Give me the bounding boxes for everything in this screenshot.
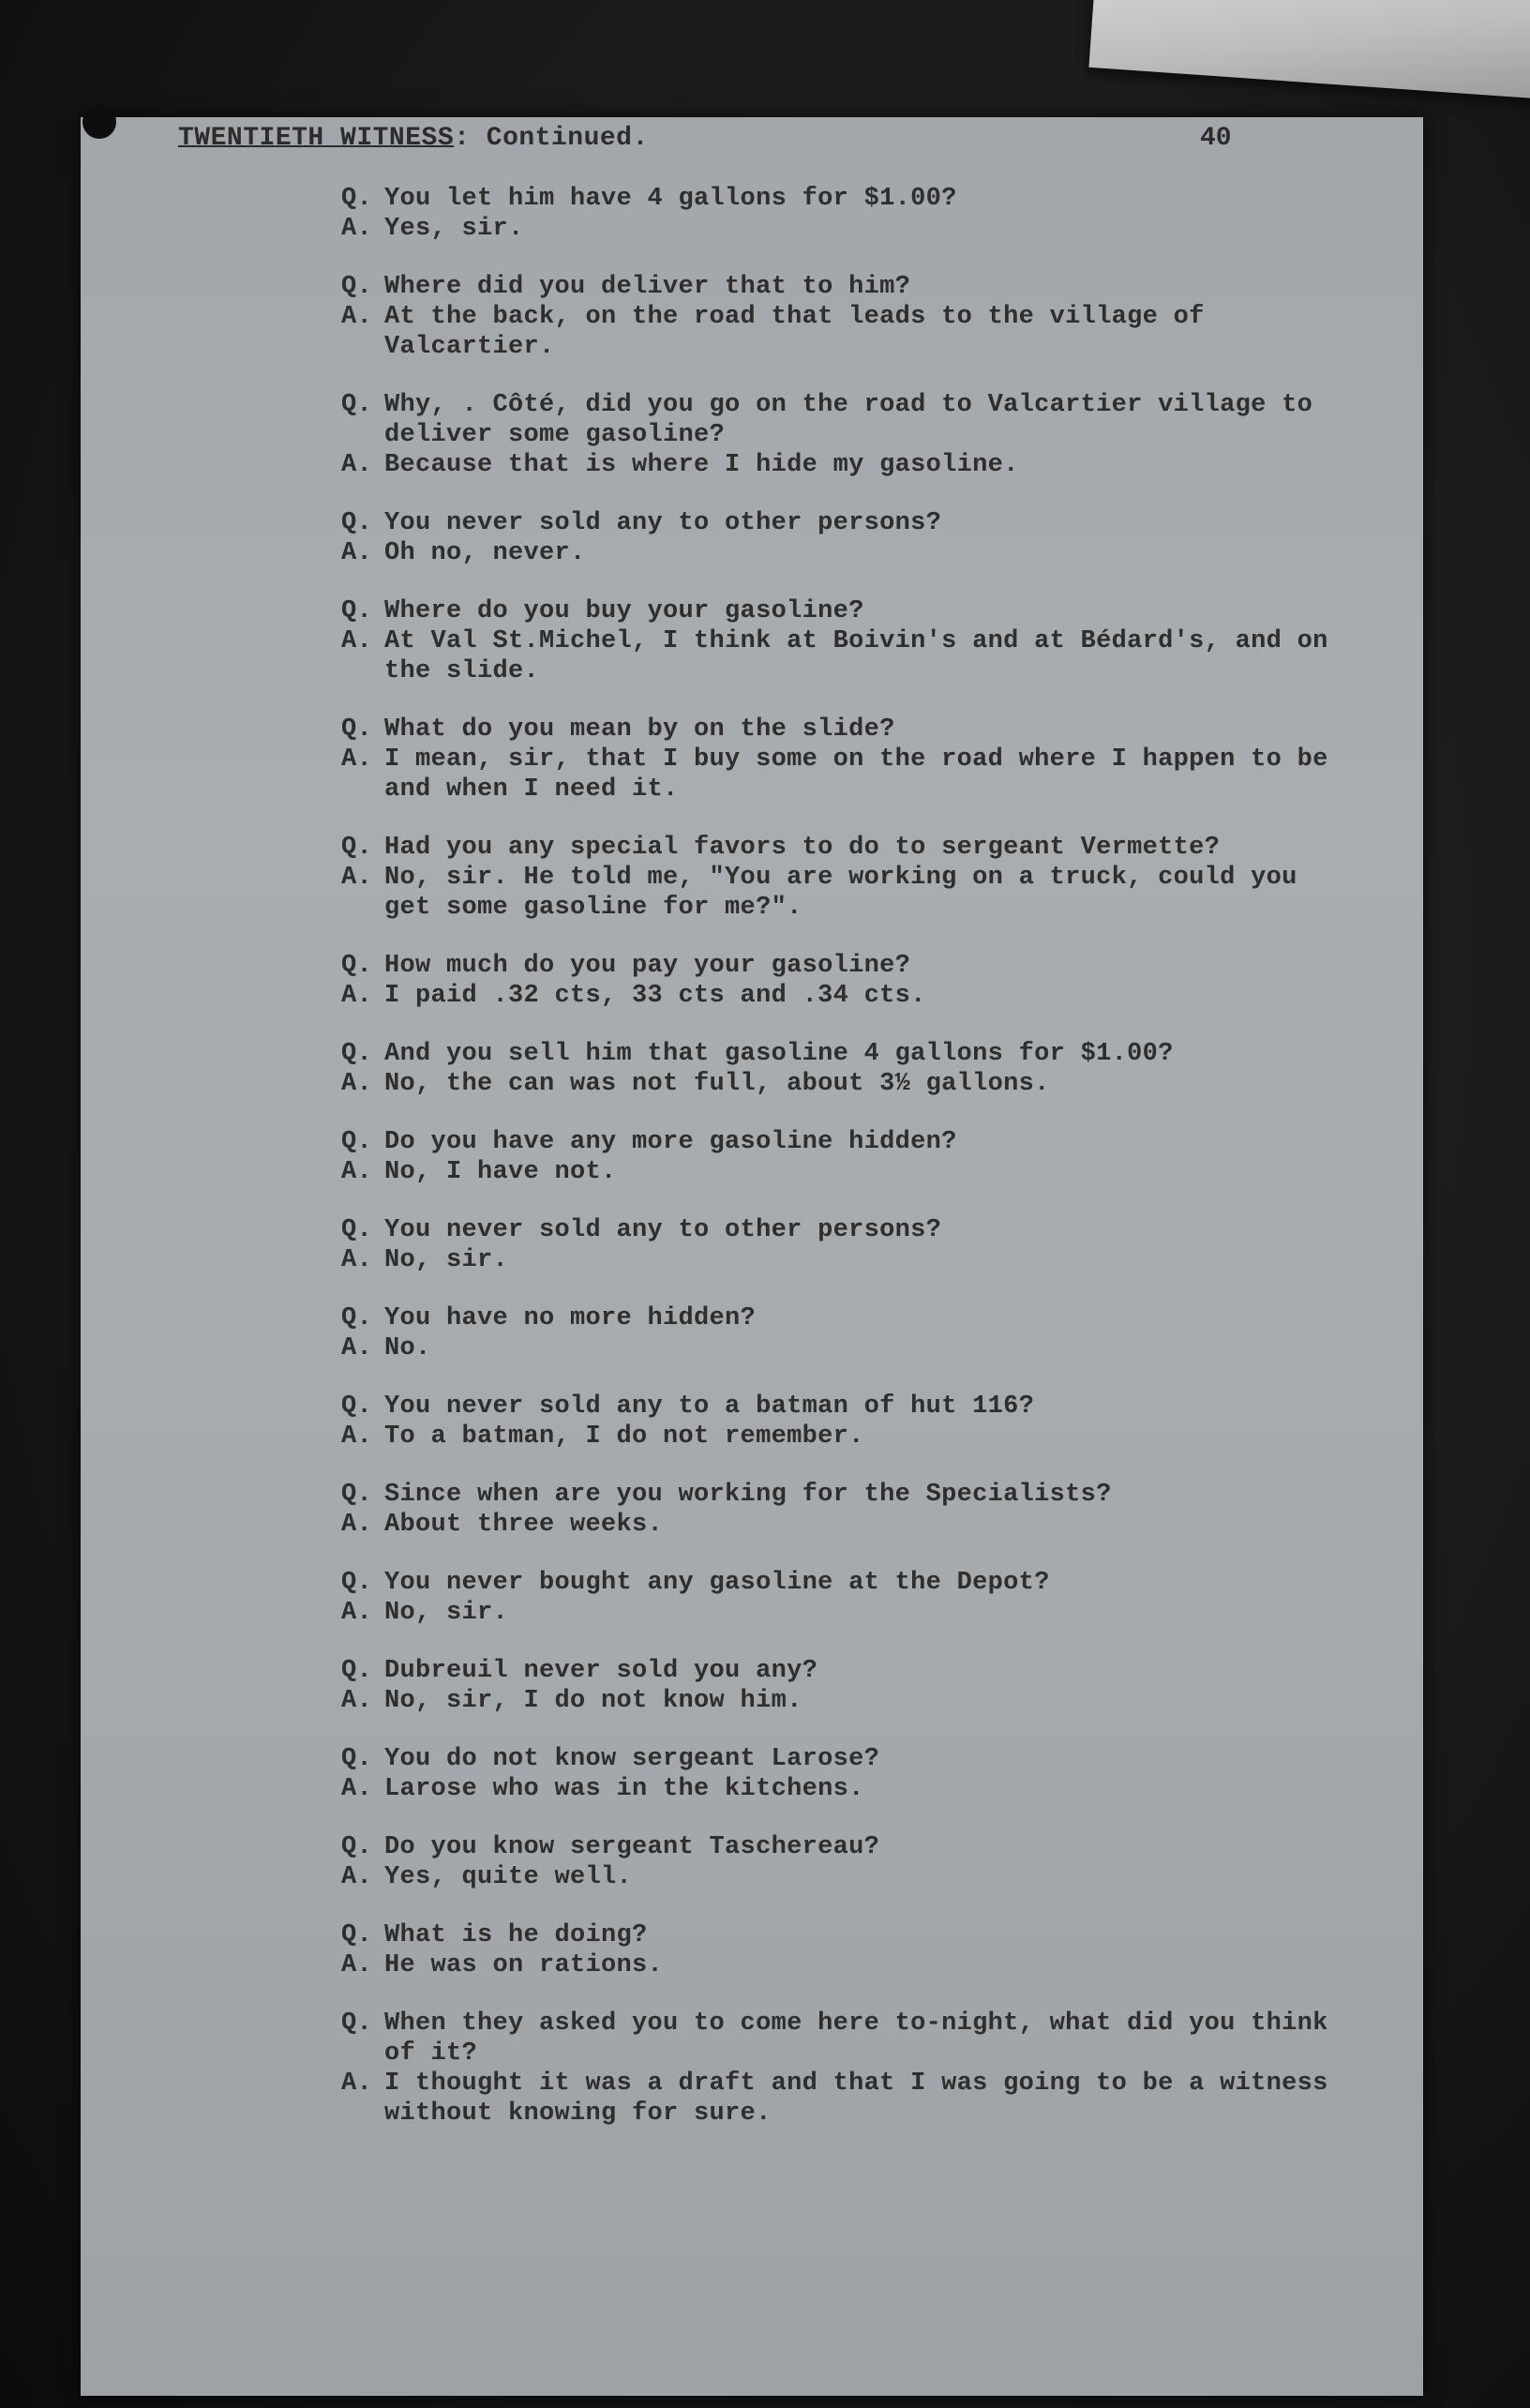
- question-text: Do you have any more gasoline hidden?: [384, 1128, 957, 1156]
- question-text: Do you know sergeant Taschereau?: [384, 1833, 880, 1861]
- answer-line: [341, 1069, 1335, 1099]
- answer-line: [341, 981, 1335, 1011]
- answer-line: [341, 1510, 1335, 1540]
- question-line: [341, 596, 1335, 626]
- answer-text: Oh no, never.: [384, 539, 586, 567]
- answer-text: He was on rations.: [384, 1951, 664, 1979]
- question-marker: Q.: [341, 1833, 373, 1861]
- qa-pair: [341, 1656, 1335, 1716]
- question-text: How much do you pay your gasoline?: [384, 952, 911, 980]
- question-marker: Q.: [341, 509, 373, 537]
- answer-marker: A.: [341, 303, 373, 331]
- question-text: And you sell him that gasoline 4 gallons for $1.00?: [384, 1040, 1174, 1068]
- question-line: [341, 1480, 1335, 1510]
- question-marker: Q.: [341, 1392, 373, 1421]
- page-header: [178, 124, 1303, 165]
- answer-marker: A.: [341, 1246, 373, 1274]
- answer-marker: A.: [341, 1599, 373, 1627]
- question-line: [341, 1744, 1335, 1774]
- answer-line: [341, 1950, 1335, 1980]
- answer-marker: A.: [341, 539, 373, 567]
- question-marker: Q.: [341, 391, 373, 419]
- qa-pair: [341, 184, 1335, 244]
- answer-line: [341, 1333, 1335, 1363]
- qa-pair: [341, 1920, 1335, 1980]
- answer-line: [341, 1598, 1335, 1628]
- question-line: [341, 1215, 1335, 1245]
- answer-text: I mean, sir, that I buy some on the road where I happen to be and when I need it.: [384, 745, 1328, 804]
- answer-marker: A.: [341, 1863, 373, 1891]
- question-text: What do you mean by on the slide?: [384, 715, 895, 744]
- question-text: Since when are you working for the Specialists?: [384, 1481, 1112, 1509]
- answer-text: At Val St.Michel, I think at Boivin's and at Bédard's, and on the slide.: [384, 627, 1328, 685]
- answer-line: [341, 538, 1335, 568]
- answer-line: [341, 626, 1335, 686]
- qa-pair: [341, 715, 1335, 805]
- question-text: Where did you deliver that to him?: [384, 273, 911, 301]
- question-line: [341, 1039, 1335, 1069]
- answer-marker: A.: [341, 1422, 373, 1451]
- answer-text: I thought it was a draft and that I was going to be a witness without knowing for sure.: [384, 2069, 1328, 2128]
- question-marker: Q.: [341, 273, 373, 301]
- answer-text: No, sir.: [384, 1599, 509, 1627]
- answer-line: [341, 1862, 1335, 1892]
- question-marker: Q.: [341, 715, 373, 744]
- answer-text: No, sir.: [384, 1246, 509, 1274]
- question-line: [341, 833, 1335, 863]
- qa-pair: [341, 1832, 1335, 1892]
- answer-text: Yes, quite well.: [384, 1863, 633, 1891]
- answer-marker: A.: [341, 627, 373, 655]
- witness-heading: TWENTIETH WITNESS: [178, 124, 455, 153]
- qa-pair: [341, 390, 1335, 480]
- question-text: Where do you buy your gasoline?: [384, 597, 864, 625]
- answer-line: [341, 1422, 1335, 1452]
- qa-pair: [341, 596, 1335, 686]
- question-line: [341, 390, 1335, 450]
- qa-pair: [341, 1039, 1335, 1099]
- qa-pair: [341, 1480, 1335, 1540]
- qa-pair: [341, 508, 1335, 568]
- question-line: [341, 2009, 1335, 2069]
- answer-line: [341, 745, 1335, 805]
- answer-line: [341, 302, 1335, 362]
- question-text: What is he doing?: [384, 1921, 648, 1949]
- question-text: You never sold any to other persons?: [384, 509, 942, 537]
- answer-line: [341, 1686, 1335, 1716]
- question-marker: Q.: [341, 1921, 373, 1949]
- answer-marker: A.: [341, 1070, 373, 1098]
- qa-pair: [341, 272, 1335, 362]
- answer-marker: A.: [341, 1775, 373, 1803]
- question-text: You have no more hidden?: [384, 1304, 757, 1332]
- continued-label: : Continued.: [454, 124, 649, 153]
- question-marker: Q.: [341, 1304, 373, 1332]
- question-line: [341, 1392, 1335, 1422]
- question-marker: Q.: [341, 1481, 373, 1509]
- question-line: [341, 272, 1335, 302]
- qa-pair: [341, 833, 1335, 923]
- answer-marker: A.: [341, 1158, 373, 1186]
- question-text: You never sold any to a batman of hut 116?: [384, 1392, 1035, 1421]
- question-line: [341, 1303, 1335, 1333]
- answer-marker: A.: [341, 2069, 373, 2098]
- qa-pair: [341, 1303, 1335, 1363]
- question-line: [341, 1127, 1335, 1157]
- question-marker: Q.: [341, 834, 373, 862]
- question-text: Dubreuil never sold you any?: [384, 1657, 818, 1685]
- question-line: [341, 184, 1335, 214]
- qa-pair: [341, 951, 1335, 1011]
- answer-text: Yes, sir.: [384, 215, 524, 243]
- question-marker: Q.: [341, 1745, 373, 1773]
- answer-marker: A.: [341, 451, 373, 479]
- answer-text: No, the can was not full, about 3½ gallons.: [384, 1070, 1050, 1098]
- answer-line: [341, 1245, 1335, 1275]
- answer-text: Because that is where I hide my gasoline.: [384, 451, 1019, 479]
- question-line: [341, 1656, 1335, 1686]
- qa-pair: [341, 1392, 1335, 1452]
- punch-hole: [82, 105, 116, 139]
- answer-text: No.: [384, 1334, 431, 1362]
- question-marker: Q.: [341, 1657, 373, 1685]
- question-text: When they asked you to come here to-night, what did you think of it?: [384, 2009, 1328, 2068]
- question-line: [341, 1832, 1335, 1862]
- qa-pair: [341, 1744, 1335, 1804]
- question-text: Why, . Côté, did you go on the road to Valcartier village to deliver some gasoline?: [384, 391, 1313, 449]
- answer-text: No, sir. He told me, "You are working on a truck, could you get some gasoline for me?".: [384, 864, 1298, 922]
- answer-text: To a batman, I do not remember.: [384, 1422, 864, 1451]
- answer-line: [341, 2069, 1335, 2129]
- qa-pair: [341, 1215, 1335, 1275]
- question-marker: Q.: [341, 185, 373, 213]
- question-text: You never sold any to other persons?: [384, 1216, 942, 1244]
- question-line: [341, 951, 1335, 981]
- answer-marker: A.: [341, 215, 373, 243]
- question-marker: Q.: [341, 1569, 373, 1597]
- page-number: 40: [1200, 124, 1232, 153]
- question-marker: Q.: [341, 597, 373, 625]
- question-text: You never bought any gasoline at the Depot?: [384, 1569, 1050, 1597]
- question-text: You do not know sergeant Larose?: [384, 1745, 880, 1773]
- question-marker: Q.: [341, 1128, 373, 1156]
- question-line: [341, 508, 1335, 538]
- answer-marker: A.: [341, 1687, 373, 1715]
- answer-line: [341, 863, 1335, 923]
- answer-line: [341, 450, 1335, 480]
- question-marker: Q.: [341, 2009, 373, 2038]
- testimony-list: [341, 184, 1335, 2157]
- question-line: [341, 715, 1335, 745]
- answer-marker: A.: [341, 745, 373, 774]
- answer-text: About three weeks.: [384, 1511, 664, 1539]
- qa-pair: [341, 1568, 1335, 1628]
- answer-marker: A.: [341, 982, 373, 1010]
- question-marker: Q.: [341, 952, 373, 980]
- question-marker: Q.: [341, 1216, 373, 1244]
- question-text: Had you any special favors to do to sergeant Vermette?: [384, 834, 1221, 862]
- answer-marker: A.: [341, 864, 373, 892]
- answer-text: No, I have not.: [384, 1158, 617, 1186]
- answer-text: At the back, on the road that leads to the village of Valcartier.: [384, 303, 1205, 361]
- answer-line: [341, 214, 1335, 244]
- answer-line: [341, 1157, 1335, 1187]
- question-line: [341, 1920, 1335, 1950]
- question-text: You let him have 4 gallons for $1.00?: [384, 185, 957, 213]
- answer-marker: A.: [341, 1951, 373, 1979]
- answer-marker: A.: [341, 1511, 373, 1539]
- qa-pair: [341, 2009, 1335, 2129]
- qa-pair: [341, 1127, 1335, 1187]
- answer-line: [341, 1774, 1335, 1804]
- answer-marker: A.: [341, 1334, 373, 1362]
- answer-text: No, sir, I do not know him.: [384, 1687, 802, 1715]
- question-line: [341, 1568, 1335, 1598]
- answer-text: Larose who was in the kitchens.: [384, 1775, 864, 1803]
- question-marker: Q.: [341, 1040, 373, 1068]
- answer-text: I paid .32 cts, 33 cts and .34 cts.: [384, 982, 926, 1010]
